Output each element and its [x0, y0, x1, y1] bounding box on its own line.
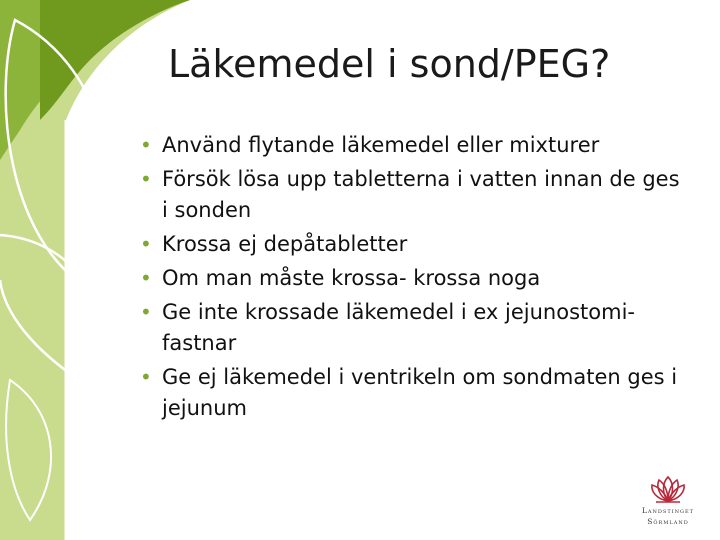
- bullet-text: Ge ej läkemedel i ventrikeln om sondmaten ges i jejunum: [162, 365, 678, 420]
- bullet-list: [140, 130, 680, 427]
- bullet-dot-icon: •: [140, 133, 152, 157]
- bullet-item: [140, 164, 680, 226]
- logo-text-line1: Landstinget: [641, 506, 695, 515]
- lotus-icon: [626, 474, 710, 504]
- bullet-item: [140, 229, 680, 260]
- bullet-item: [140, 263, 680, 294]
- bullet-item: [140, 362, 680, 424]
- bullet-dot-icon: •: [140, 300, 152, 324]
- bullet-text: Krossa ej depåtabletter: [162, 232, 408, 256]
- bullet-text: Ge inte krossade läkemedel i ex jejunostomi- fastnar: [162, 300, 635, 355]
- bullet-dot-icon: •: [140, 365, 152, 389]
- bullet-dot-icon: •: [140, 266, 152, 290]
- bullet-text: Försök lösa upp tabletterna i vatten innan de ges i sonden: [162, 167, 680, 222]
- landstinget-sormland-logo: [626, 474, 710, 530]
- logo-text-line2: Sörmland: [647, 517, 689, 526]
- bullet-item: [140, 297, 680, 359]
- bullet-text: Om man måste krossa- krossa noga: [162, 266, 541, 290]
- bullet-item: [140, 130, 680, 161]
- slide-title: Läkemedel i sond/PEG?: [168, 42, 611, 86]
- bullet-dot-icon: •: [140, 167, 152, 191]
- bullet-dot-icon: •: [140, 232, 152, 256]
- bullet-text: Använd flytande läkemedel eller mixturer: [162, 133, 600, 157]
